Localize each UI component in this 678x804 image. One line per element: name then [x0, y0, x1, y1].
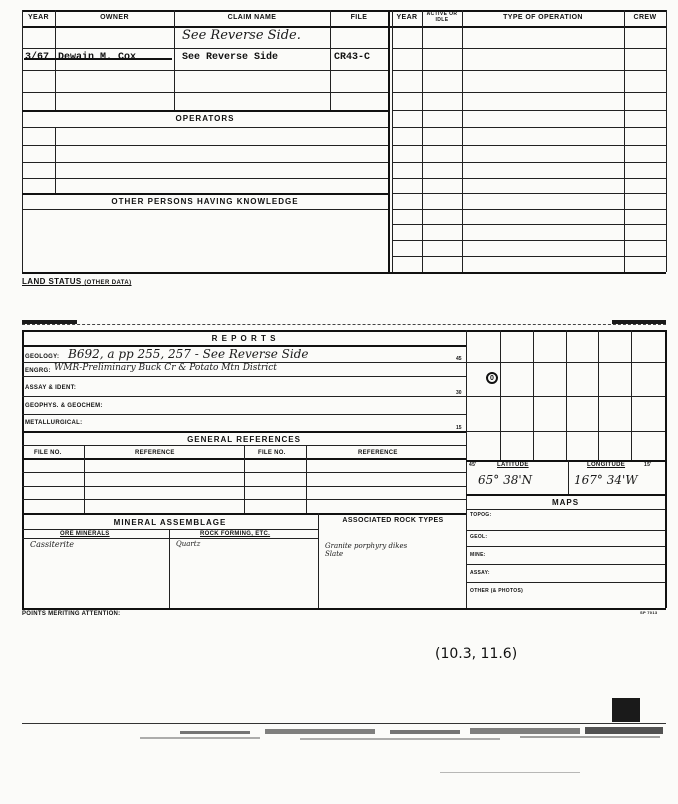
maps-other-photos: OTHER (& PHOTOS)	[470, 588, 524, 594]
row1-strikethrough	[24, 58, 172, 60]
ref-col-file-no-2: FILE NO.	[258, 450, 286, 456]
margin-number-45: 45	[456, 356, 462, 362]
associated-rock-value: Granite porphyry dikes Slate	[325, 542, 408, 558]
header-crew: CREW	[633, 14, 657, 21]
maps-topog: TOPOG:	[470, 512, 492, 518]
header-type-of-operation: TYPE OF OPERATION	[503, 14, 583, 21]
engrg-value: WMR-Preliminary Buck Cr & Potato Mtn District	[54, 363, 277, 373]
row1-claim-name: See Reverse Side	[182, 52, 279, 63]
other-persons-label: OTHER PERSONS HAVING KNOWLEDGE	[111, 197, 299, 206]
land-status-label: LAND STATUS (OTHER DATA)	[22, 277, 132, 286]
ref-col-reference-1: REFERENCE	[135, 450, 175, 456]
ref-col-reference-2: REFERENCE	[358, 450, 398, 456]
associated-rock-types-title: ASSOCIATED ROCK TYPES	[342, 517, 444, 524]
row1-file: CR43-C	[334, 52, 371, 63]
row1-owner: Dewain M. Cox	[58, 52, 137, 63]
maps-geol: GEOL:	[470, 534, 488, 540]
header-claim-name: CLAIM NAME	[227, 14, 277, 21]
ore-minerals-label: ORE MINERALS	[60, 531, 110, 537]
latitude-value: 65° 38'N	[478, 473, 533, 487]
claim-handwritten-note: See Reverse Side.	[182, 28, 301, 43]
form-code: SP 7013	[640, 610, 658, 615]
header-year: YEAR	[27, 14, 50, 21]
general-references-title: GENERAL REFERENCES	[187, 435, 301, 444]
rock-forming-label: ROCK FORMING, ETC.	[200, 531, 271, 537]
lon-degree-mark: 15'	[644, 462, 652, 468]
lat-degree-mark: 45'	[469, 462, 477, 468]
latitude-label: LATITUDE	[497, 462, 529, 468]
geology-value: B692, a pp 255, 257 - See Reverse Side	[68, 347, 309, 361]
points-meriting-attention-label: POINTS MERITING ATTENTION:	[22, 611, 121, 617]
ref-col-file-no-1: FILE NO.	[34, 450, 62, 456]
geology-label: GEOLOGY:	[25, 354, 60, 360]
assay-ident-label: ASSAY & IDENT:	[25, 385, 77, 391]
row1-year: 3/67	[25, 52, 50, 63]
mineral-assemblage-title: MINERAL ASSEMBLAGE	[113, 518, 227, 527]
circled-number: 0	[486, 372, 498, 384]
reports-title: R E P O R T S	[211, 334, 277, 343]
operators-label: OPERATORS	[175, 114, 235, 123]
header-file: FILE	[350, 14, 368, 21]
header-year-right: YEAR	[396, 14, 418, 21]
header-active-or-idle: ACTIVE OR IDLE	[426, 11, 458, 23]
engrg-label: ENGRG:	[25, 368, 51, 374]
geophys-label: GEOPHYS. & GEOCHEM:	[25, 403, 103, 409]
margin-number-30: 30	[456, 390, 462, 396]
header-owner: OWNER	[100, 14, 129, 21]
longitude-value: 167° 34'W	[574, 473, 638, 487]
black-square-mark	[612, 698, 640, 722]
rock-forming-value: Quartz	[176, 540, 201, 548]
longitude-label: LONGITUDE	[587, 462, 626, 468]
metallurgical-label: METALLURGICAL:	[25, 420, 83, 426]
ore-minerals-value: Cassiterite	[30, 540, 74, 549]
maps-assay: ASSAY:	[470, 570, 490, 576]
coordinates-note: (10.3, 11.6)	[435, 646, 518, 662]
maps-title: MAPS	[551, 498, 580, 507]
maps-mine: MINE:	[470, 552, 486, 558]
margin-number-15: 15	[456, 425, 462, 431]
